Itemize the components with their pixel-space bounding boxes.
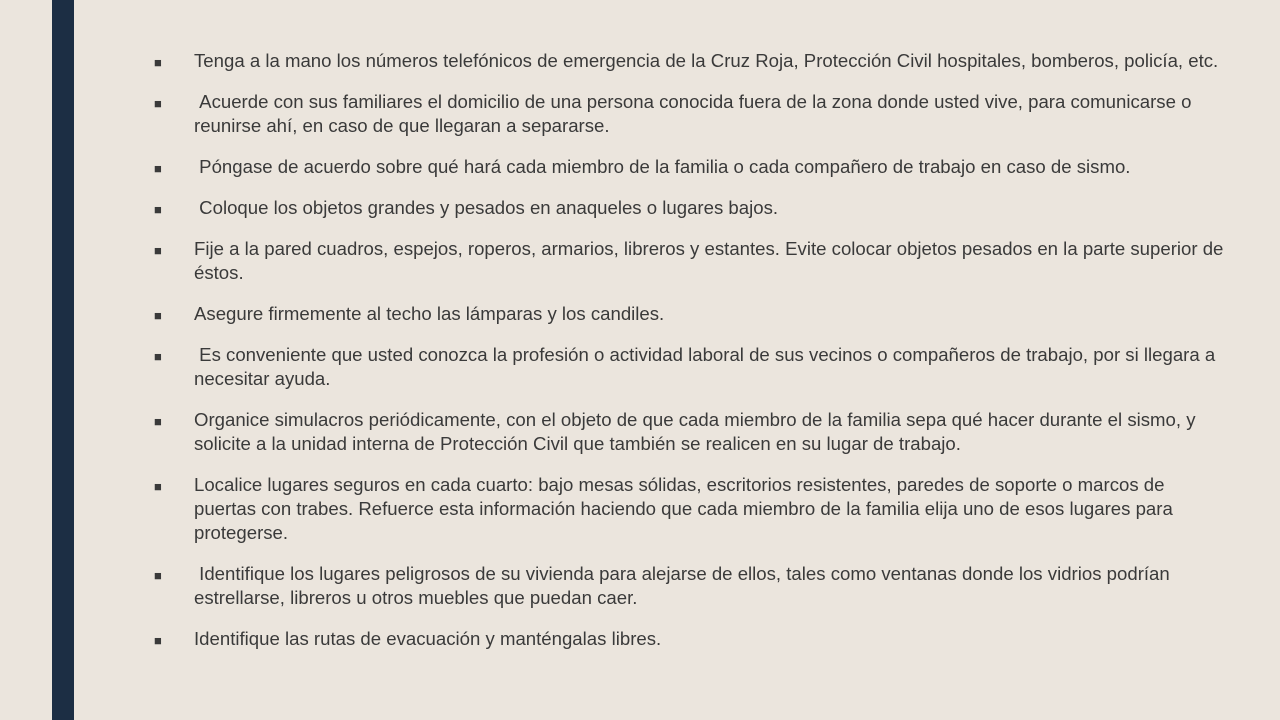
- square-bullet-icon: ■: [154, 202, 162, 217]
- bullet-text: Es conveniente que usted conozca la profesión o actividad laboral de sus vecinos o compañeros de trabajo, por si llegara a necesitar ayuda.: [194, 344, 1221, 389]
- list-item: [154, 302, 1224, 326]
- list-item: [154, 49, 1224, 73]
- list-item: [154, 473, 1224, 545]
- bullet-text: Organice simulacros periódicamente, con el objeto de que cada miembro de la familia sepa qué hacer durante el sismo, y solicite a la unidad interna de Protección Civil que también se realicen en su lugar de trabajo.: [194, 409, 1201, 454]
- bullet-text: Acuerde con sus familiares el domicilio de una persona conocida fuera de la zona donde usted vive, para comunicarse o reunirse ahí, en caso de que llegaran a separarse.: [194, 91, 1197, 136]
- list-item: [154, 562, 1224, 610]
- square-bullet-icon: ■: [154, 55, 162, 70]
- list-item: [154, 408, 1224, 456]
- list-item: [154, 155, 1224, 179]
- bullet-text: Póngase de acuerdo sobre qué hará cada miembro de la familia o cada compañero de trabajo en caso de sismo.: [194, 156, 1131, 177]
- bullet-text: Coloque los objetos grandes y pesados en anaqueles o lugares bajos.: [194, 197, 779, 218]
- square-bullet-icon: ■: [154, 349, 162, 364]
- bullet-text: Fije a la pared cuadros, espejos, roperos, armarios, libreros y estantes. Evite colocar objetos pesados en la parte superior de éstos.: [194, 238, 1229, 283]
- list-item: [154, 237, 1229, 285]
- square-bullet-icon: ■: [154, 161, 162, 176]
- square-bullet-icon: ■: [154, 633, 162, 648]
- square-bullet-icon: ■: [154, 243, 162, 258]
- square-bullet-icon: ■: [154, 414, 162, 429]
- bullet-text: Asegure firmemente al techo las lámparas y los candiles.: [194, 303, 665, 324]
- list-item: [154, 343, 1224, 391]
- list-item: [154, 627, 1224, 651]
- square-bullet-icon: ■: [154, 568, 162, 583]
- bullet-text: Identifique los lugares peligrosos de su vivienda para alejarse de ellos, tales como ventanas donde los vidrios podrían estrellarse, libreros u otros muebles que puedan caer.: [194, 563, 1175, 608]
- square-bullet-icon: ■: [154, 308, 162, 323]
- list-item: [154, 90, 1224, 138]
- square-bullet-icon: ■: [154, 479, 162, 494]
- bullet-list: [154, 49, 1229, 668]
- square-bullet-icon: ■: [154, 96, 162, 111]
- bullet-text: Tenga a la mano los números telefónicos de emergencia de la Cruz Roja, Protección Civil hospitales, bomberos, policía, etc.: [194, 50, 1219, 71]
- accent-side-bar: [52, 0, 74, 720]
- list-item: [154, 196, 1224, 220]
- bullet-text: Identifique las rutas de evacuación y manténgalas libres.: [194, 628, 662, 649]
- bullet-text: Localice lugares seguros en cada cuarto: bajo mesas sólidas, escritorios resistentes, paredes de soporte o marcos de puertas con trabes. Refuerce esta información haciendo que cada miembro de la familia elija uno de esos lugares para protegerse.: [194, 474, 1178, 543]
